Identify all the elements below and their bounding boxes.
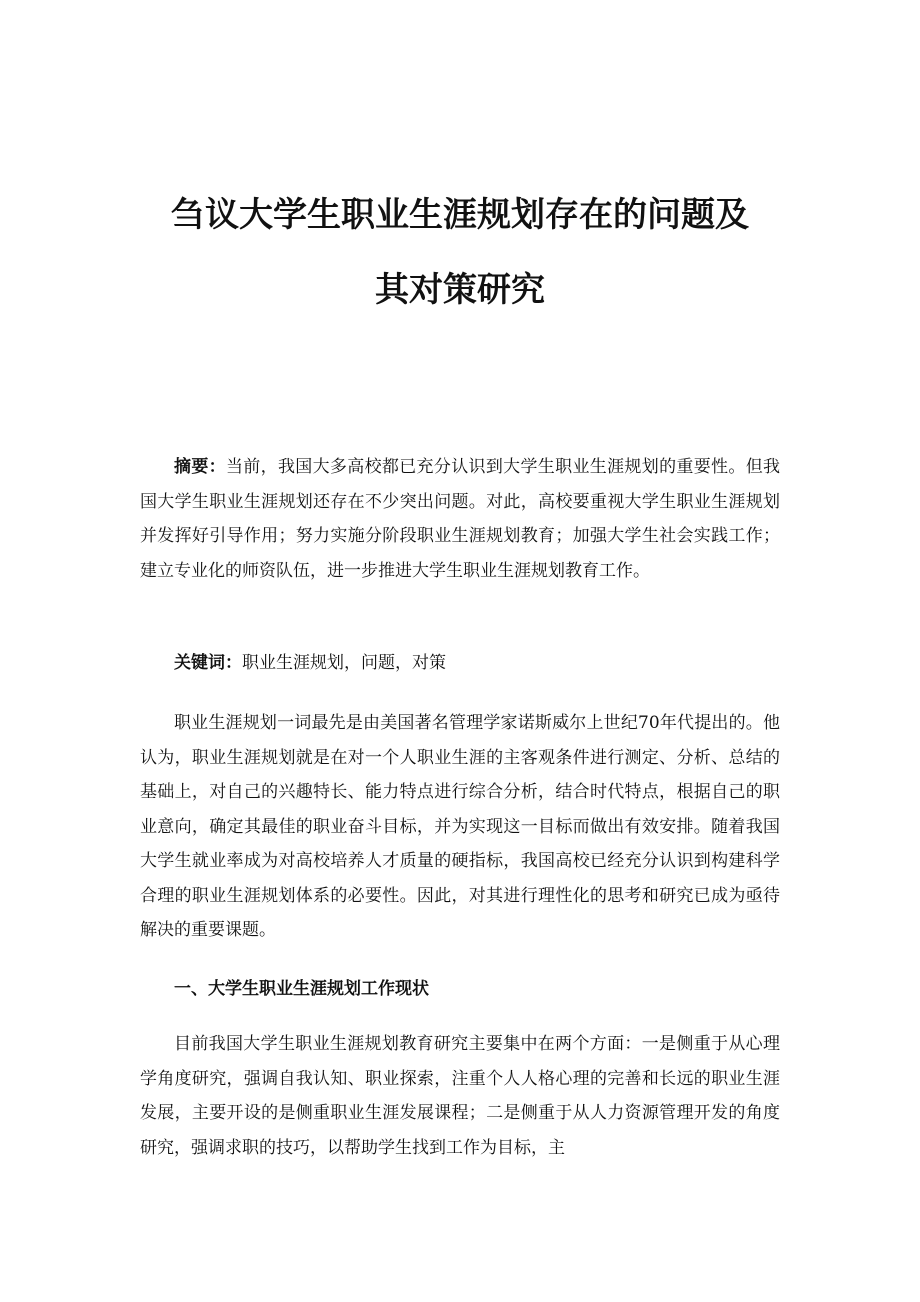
- abstract-label: 摘要：: [174, 457, 226, 477]
- keywords-text: 职业生涯规划，问题，对策: [242, 653, 446, 673]
- keywords-label: 关键词：: [174, 653, 242, 673]
- intro-paragraph: 职业生涯规划一词最先是由美国著名管理学家诺斯威尔上世纪70年代提出的。他认为，职业生涯规划就是在对一个人职业生涯的主客观条件进行测定、分析、总结的基础上，对自己的兴趣特长、能力特点进行综合分析，结合时代特点，根据自己的职业意向，确定其最佳的职业奋斗目标，并为实现这一目标而做出有效安排。随着我国大学生就业率成为对高校培养人才质量的硬指标，我国高校已经充分认识到构建科学合理的职业生涯规划体系的必要性。因此，对其进行理性化的思考和研究已成为亟待解决的重要课题。: [140, 713, 780, 940]
- abstract-paragraph: [140, 450, 780, 588]
- abstract-text: 当前，我国大多高校都已充分认识到大学生职业生涯规划的重要性。但我国大学生职业生涯规划还存在不少突出问题。对此，高校要重视大学生职业生涯规划并发挥好引导作用；努力实施分阶段职业生涯规划教育；加强大学生社会实践工作；建立专业化的师资队伍，进一步推进大学生职业生涯规划教育工作。: [140, 457, 781, 581]
- document-title-line-2: 其对策研究: [375, 270, 545, 310]
- document-title-line-1: 刍议大学生职业生涯规划存在的问题及: [171, 195, 749, 235]
- keywords-paragraph: [140, 646, 780, 681]
- section-1-paragraph: 目前我国大学生职业生涯规划教育研究主要集中在两个方面：一是侧重于从心理学角度研究，强调自我认知、职业探索，注重个人人格心理的完善和长远的职业生涯发展，主要开设的是侧重职业生涯发展课程；二是侧重于从人力资源管理开发的角度研究，强调求职的技巧，以帮助学生找到工作为目标，主: [140, 1034, 780, 1158]
- section-1-heading: 一、大学生职业生涯规划工作现状: [174, 979, 429, 999]
